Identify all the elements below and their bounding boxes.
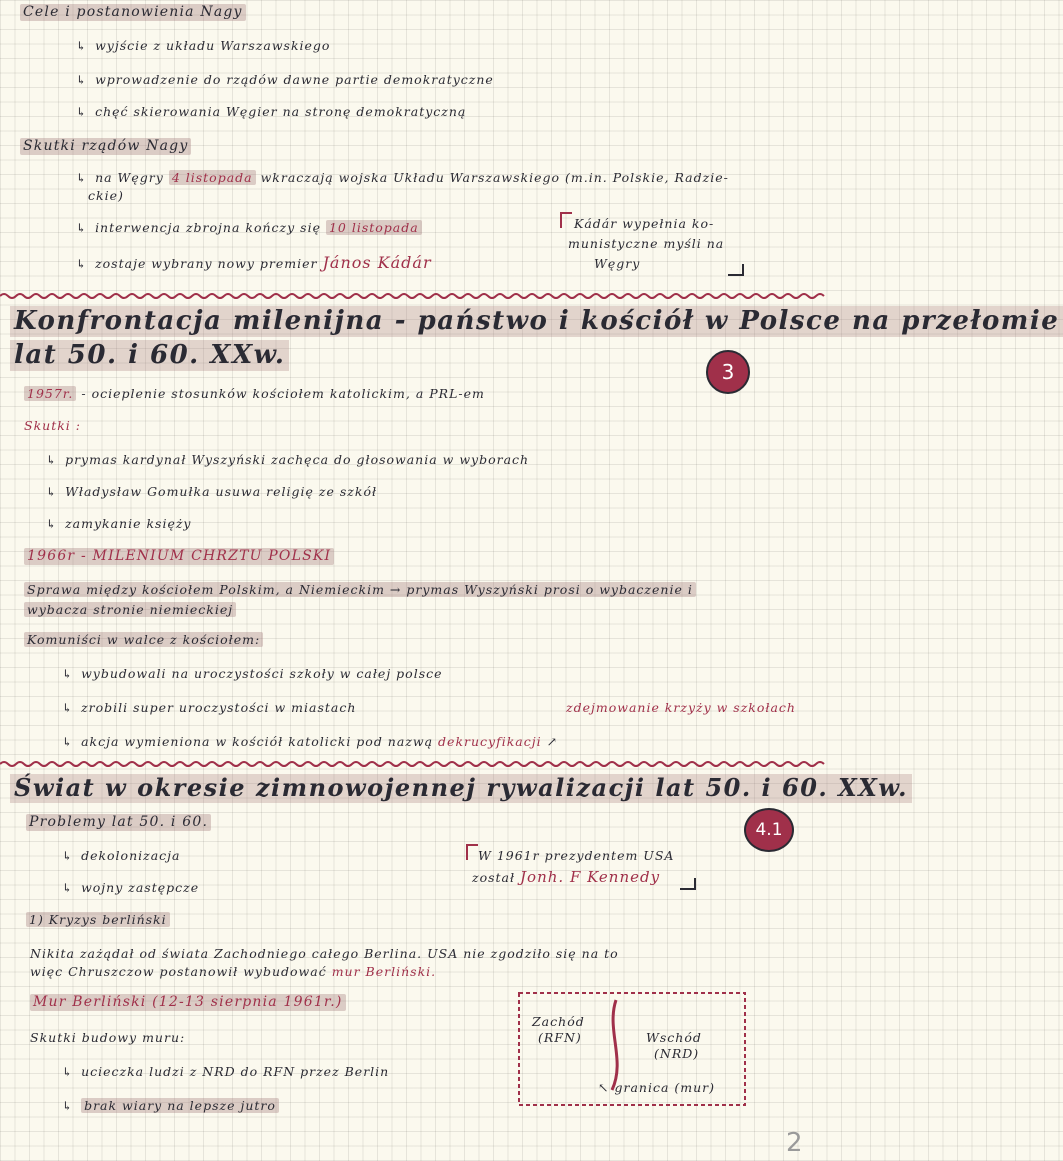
arrow-icon: ↳ [62, 1065, 74, 1079]
list-item: ↳ Władysław Gomułka usuwa religię ze szkół [46, 484, 378, 499]
section-number-badge: 4.1 [744, 808, 794, 852]
arrow-icon: ↳ [62, 881, 74, 895]
arrow-icon: ↳ [76, 171, 88, 185]
arrow-left-icon: ↖ [598, 1080, 610, 1095]
border-label: ↖ granica (mur) [598, 1080, 716, 1095]
list-item: ↳ brak wiary na lepsze jutro [62, 1098, 279, 1113]
note-bracket-start [466, 844, 478, 860]
communists-heading: Komuniści w walce z kościołem: [24, 632, 263, 647]
list-item: ↳ prymas kardynał Wyszyński zachęca do głosowania w wyborach [46, 452, 530, 467]
list-item: ↳ wybudowali na uroczystości szkoły w całej polsce [62, 666, 443, 681]
page-number: 2 [786, 1128, 803, 1158]
arrow-icon: ↳ [62, 667, 74, 681]
arrow-icon: ↳ [76, 257, 88, 271]
kennedy-note-line: został Jonh. F Kennedy [472, 868, 661, 886]
problems-heading: Problemy lat 50. i 60. [26, 814, 211, 831]
border-wall-line [612, 1000, 617, 1090]
arrow-icon: ↳ [76, 221, 88, 235]
section-title: Konfrontacja milenijna - państwo i kościół w Polsce na przełomie [10, 306, 1063, 337]
list-item: ↳ na Węgry 4 listopada wkraczają wojska Układu Warszawskiego (m.in. Polskie, Radzie- [76, 170, 729, 185]
effects-label: Skutki : [24, 418, 81, 433]
wall-heading: Mur Berliński (12-13 sierpnia 1961r.) [30, 994, 346, 1011]
crisis-heading: 1) Kryzys berliński [26, 912, 170, 927]
arrow-icon: ↳ [46, 453, 58, 467]
dispute-line: wybacza stronie niemieckiej [24, 602, 236, 617]
note-bracket-start [560, 212, 572, 228]
arrow-icon: ↳ [76, 39, 88, 53]
kadar-note-line: munistyczne myśli na [568, 236, 725, 251]
arrow-icon: ↳ [76, 73, 88, 87]
nagy-goals-heading: Cele i postanowienia Nagy [20, 4, 246, 21]
list-item: ↳ chęć skierowania Węgier na stronę demokratyczną [76, 104, 467, 119]
list-item: ↳ ucieczka ludzi z NRD do RFN przez Berlin [62, 1064, 390, 1079]
arrow-icon: ↳ [62, 849, 74, 863]
section-title: Świat w okresie zimnowojennej rywalizacji lat 50. i 60. XXw. [10, 774, 912, 803]
arrow-icon: ↳ [62, 1099, 74, 1113]
east-label: Wschód [646, 1030, 702, 1045]
arrow-icon: ↳ [62, 735, 74, 749]
section-divider [0, 292, 828, 300]
millennium-heading: 1966r - MILENIUM CHRZTU POLSKI [24, 548, 334, 565]
arrow-icon: ↳ [46, 485, 58, 499]
dispute-line: Sprawa między kościołem Polskim, a Niemieckim → prymas Wyszyński prosi o wybaczenie i [24, 582, 696, 597]
kennedy-note-line: W 1961r prezydentem USA [478, 848, 675, 863]
kadar-note-line: Węgry [594, 256, 641, 271]
note-bracket-end [680, 878, 696, 890]
arrow-icon: ↳ [76, 105, 88, 119]
arrow-icon: ↳ [46, 517, 58, 531]
list-item: ↳ zamykanie księży [46, 516, 192, 531]
list-item-continued: ckie) [88, 188, 124, 203]
note-bracket-end [728, 264, 744, 276]
wall-effects-heading: Skutki budowy muru: [30, 1030, 186, 1045]
list-item: ↳ interwencja zbrojna kończy się 10 listopada [76, 220, 422, 235]
crisis-line: Nikita zażądał od świata Zachodniego całego Berlina. USA nie zgodziło się na to [30, 946, 619, 961]
list-item: ↳ wprowadzenie do rządów dawne partie demokratyczne [76, 72, 494, 87]
section-title: lat 50. i 60. XXw. [10, 340, 289, 371]
east-sublabel: (NRD) [654, 1046, 700, 1061]
west-sublabel: (RFN) [538, 1030, 582, 1045]
event-line: 1957r. - ocieplenie stosunków kościołem katolickim, a PRL-em [24, 386, 485, 401]
kadar-note-line: Kádár wypełnia ko- [574, 216, 715, 231]
list-item: ↳ wyjście z układu Warszawskiego [76, 38, 331, 53]
nagy-effects-heading: Skutki rządów Nagy [20, 138, 191, 155]
side-note: zdejmowanie krzyży w szkołach [566, 700, 796, 715]
list-item: ↳ dekolonizacja [62, 848, 181, 863]
section-divider [0, 760, 828, 768]
west-label: Zachód [532, 1014, 585, 1029]
list-item: ↳ wojny zastępcze [62, 880, 200, 895]
crisis-line: więc Chruszczow postanowił wybudować mur Berliński. [30, 964, 437, 979]
list-item: ↳ akcja wymieniona w kościół katolicki pod nazwą dekrucyfikacji ↗ [62, 734, 559, 749]
up-arrow-icon: ↗ [546, 734, 559, 749]
arrow-icon: ↳ [62, 701, 74, 715]
list-item: ↳ zostaje wybrany nowy premier János Kádár [76, 253, 432, 272]
section-number-badge: 3 [706, 350, 750, 394]
list-item: ↳ zrobili super uroczystości w miastach [62, 700, 357, 715]
